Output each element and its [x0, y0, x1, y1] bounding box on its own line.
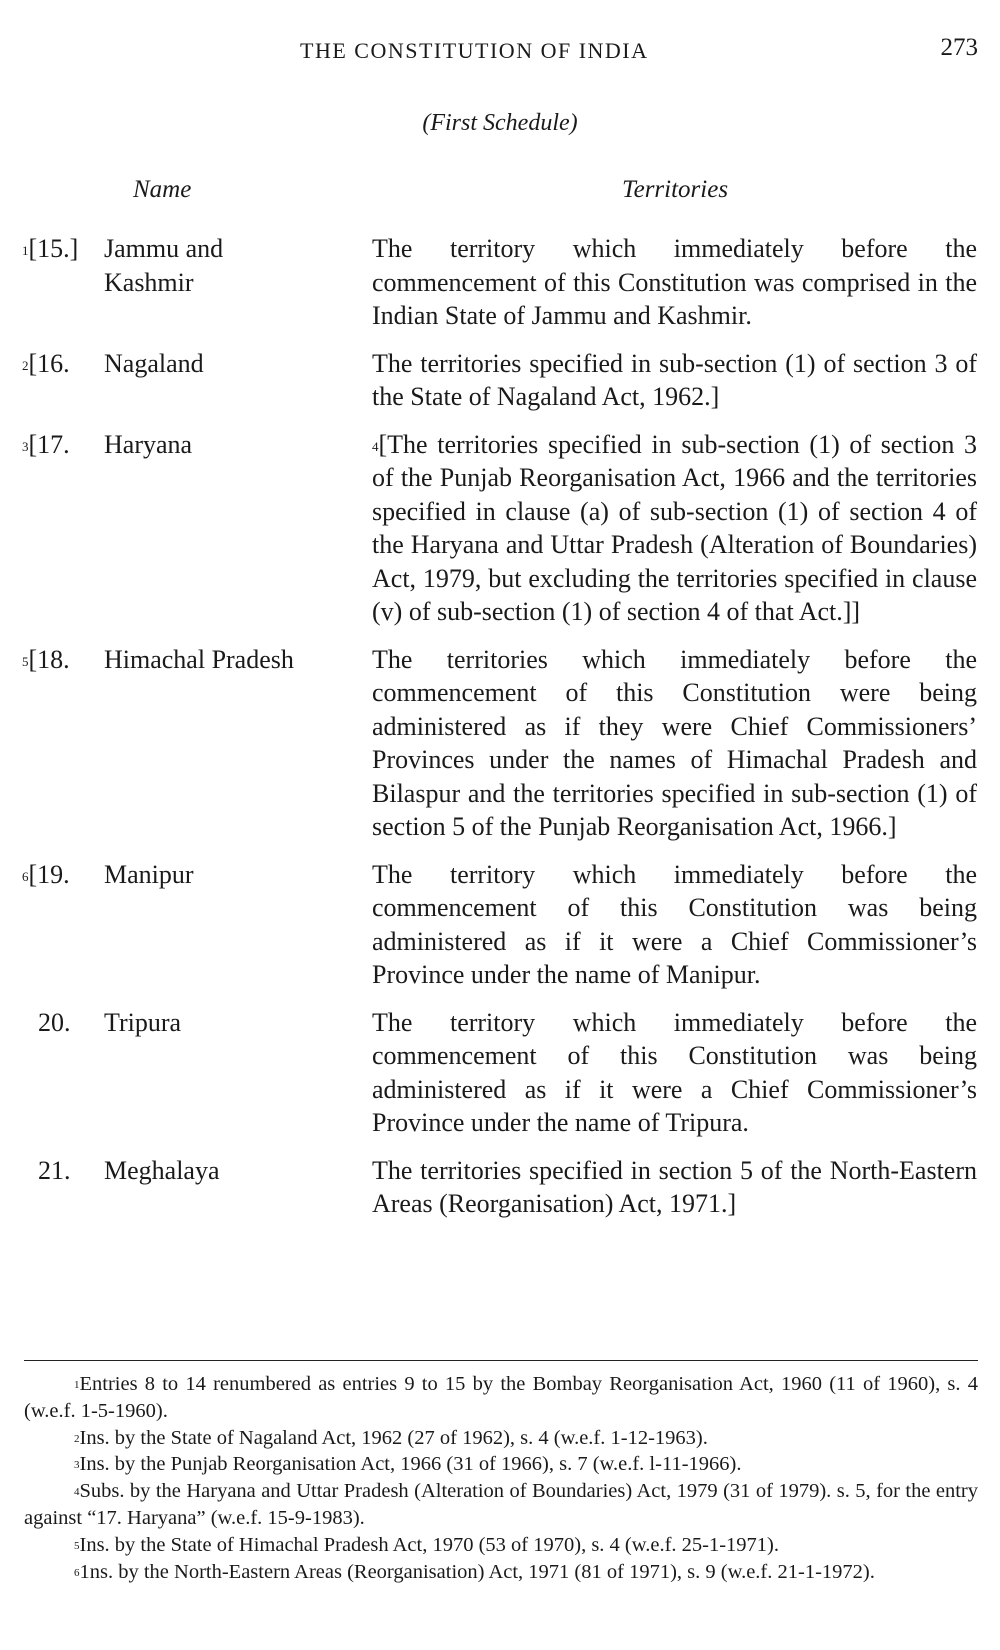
entry-number: $^5$[18.: [22, 644, 70, 674]
entry-name: Nagaland: [104, 348, 204, 378]
entry-20: [0, 1006, 1000, 1140]
footnote-marker: 2: [22, 357, 29, 373]
entry-territories: The territory which immediately before the commencement of this Constitution was being administered as if it were a Chief Commissioner’s Province under the name of Tripura.: [372, 1007, 977, 1137]
entry-territories: The territories specified in section 5 of the North-Eastern Areas (Reorganisation) Act, 1971.]: [372, 1155, 977, 1218]
entry-territories: The territory which immediately before the commencement of this Constitution was comprised in the Indian State of Jammu and Kashmir.: [372, 234, 977, 330]
footnote: $^1$Entries 8 to 14 renumbered as entries 9 to 15 by the Bombay Reorganisation Act, 1960 (11 of 1960), s. 4 (w.e.f. 1-5-1960).: [24, 1373, 978, 1422]
entry-name: Manipur: [104, 859, 194, 889]
entry-name: Meghalaya: [104, 1155, 220, 1185]
entry-name: Jammu and Kashmir: [104, 234, 224, 297]
footnotes: [24, 1371, 978, 1585]
entry-number: $^2$[16.: [22, 348, 70, 378]
footnote: $^6$1ns. by the North-Eastern Areas (Reorganisation) Act, 1971 (81 of 1971), s. 9 (w.e.f. 21-1-1972).: [74, 1560, 875, 1583]
footnote: $^5$Ins. by the State of Himachal Pradesh Act, 1970 (53 of 1970), s. 4 (w.e.f. 25-1-1971).: [74, 1533, 780, 1556]
entry-number: $^3$[17.: [22, 429, 70, 459]
entry-21: [0, 1154, 1000, 1221]
entry-name: Haryana: [104, 429, 193, 459]
entry-number: 20.: [38, 1007, 71, 1037]
entry-territories: The territories specified in sub-section (1) of section 3 of the State of Nagaland Act, 1962.]: [372, 348, 977, 411]
footnote: $^4$Subs. by the Haryana and Uttar Pradesh (Alteration of Boundaries) Act, 1979 (31 of 1979). s. 5, for the entry against “17. Haryana” (w.e.f. 15-9-1983).: [24, 1480, 978, 1529]
entry-territories: The territory which immediately before the commencement of this Constitution was being administered as if it were a Chief Commissioner’s Province under the name of Manipur.: [372, 859, 977, 989]
schedule-entries: [0, 232, 1000, 1235]
footnote-marker: 3: [22, 438, 29, 454]
entry-name: Himachal Pradesh: [104, 644, 294, 674]
page-number: 273: [940, 34, 978, 61]
footnote: $^2$Ins. by the State of Nagaland Act, 1962 (27 of 1962), s. 4 (w.e.f. 1-12-1963).: [74, 1426, 708, 1449]
entry-15: [0, 232, 1000, 333]
entry-number: $^6$[19.: [22, 859, 70, 889]
footnote-rule: [24, 1360, 978, 1361]
schedule-title: (First Schedule): [422, 110, 578, 136]
footnote-marker: 4: [372, 438, 379, 454]
entry-19: [0, 858, 1000, 992]
footnote: $^3$Ins. by the Punjab Reorganisation Act, 1966 (31 of 1966), s. 7 (w.e.f. l-11-1966).: [74, 1453, 742, 1476]
column-header-territories: Territories: [622, 176, 729, 203]
entry-16: [0, 347, 1000, 414]
entry-17: [0, 428, 1000, 629]
column-header-name: Name: [133, 176, 192, 203]
footnote-marker: 6: [22, 868, 29, 884]
entry-18: [0, 643, 1000, 844]
entry-number: $^1$[15.]: [22, 234, 79, 263]
entry-territories: The territories which immediately before the commencement of this Constitution were being administered as if they were Chief Commissioners’ Provinces under the names of Himachal Pradesh and Bilaspur and the territories specified in sub-section (1) of section 5 of the Punjab Reorganisation Act, 1966.]: [372, 644, 977, 841]
entry-name: Tripura: [104, 1007, 182, 1037]
entry-number: 21.: [38, 1155, 71, 1185]
footnote-marker: 5: [22, 653, 29, 669]
footnote-marker: 1: [22, 243, 29, 258]
entry-territories: $^4$[The territories specified in sub-section (1) of section 3 of the Punjab Reorganisation Act, 1966 and the territories specified in clause (a) of sub-section (1) of section 4 of the Haryana and Uttar Pradesh (Alteration of Boundaries) Act, 1979, but excluding the territories specified in clause (v) of sub-section (1) of section 4 of that Act.]]: [372, 429, 977, 626]
running-head: THE CONSTITUTION OF INDIA: [300, 38, 649, 63]
